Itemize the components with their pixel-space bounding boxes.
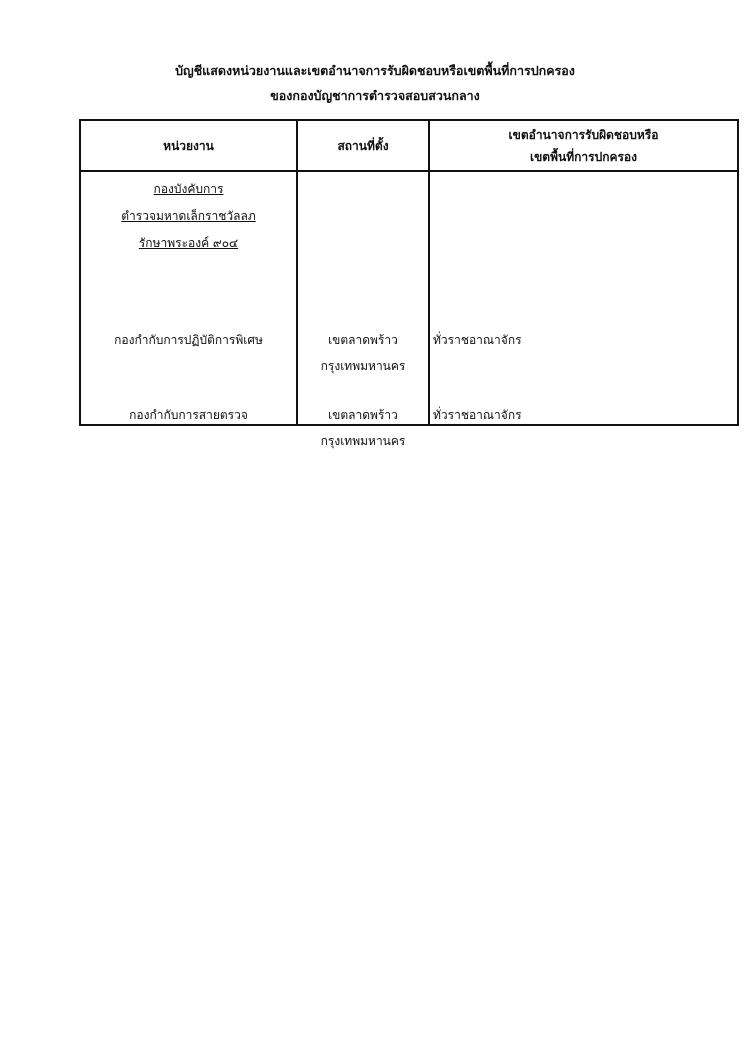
- document-title: [0, 58, 750, 108]
- location-2-line-2: กรุงเทพมหานคร: [320, 434, 406, 448]
- location-column: [297, 171, 429, 448]
- jurisdiction-2: ทั่วราชอาณาจักร: [433, 408, 522, 422]
- table-header-row: [80, 120, 738, 171]
- command-heading: [81, 176, 296, 257]
- title-line-1: บัญชีแสดงหน่วยงานและเขตอำนาจการรับผิดชอบหรือเขตพื้นที่การปกครอง: [175, 63, 575, 78]
- location-2-line-1: เขตลาดพร้าว: [328, 408, 398, 422]
- command-line-2: ตำรวจมหาดเล็กราชวัลลภ: [121, 209, 256, 223]
- header-unit: หน่วยงาน: [80, 120, 297, 171]
- header-jurisdiction-line-1: เขตอำนาจการรับผิดชอบหรือ: [508, 127, 659, 142]
- unit-name-1: กองกำกับการปฏิบัติการพิเศษ: [114, 333, 263, 347]
- jurisdiction-column: [429, 171, 738, 425]
- location-1-line-2: กรุงเทพมหานคร: [320, 359, 406, 373]
- unit-name-2: กองกำกับการสายตรวจ: [129, 408, 248, 422]
- table-body-row: [80, 171, 738, 425]
- command-line-3: รักษาพระองค์ ๙๐๔: [138, 236, 239, 250]
- command-line-1: กองบังคับการ: [153, 182, 224, 196]
- header-jurisdiction: [429, 120, 738, 171]
- header-location: สถานที่ตั้ง: [297, 120, 429, 171]
- jurisdiction-1: ทั่วราชอาณาจักร: [433, 333, 522, 347]
- location-1-line-1: เขตลาดพร้าว: [328, 333, 398, 347]
- title-line-2: ของกองบัญชาการตำรวจสอบสวนกลาง: [270, 88, 480, 103]
- header-jurisdiction-line-2: เขตพื้นที่การปกครอง: [530, 149, 637, 164]
- jurisdiction-table: [79, 119, 739, 448]
- unit-column: [80, 171, 297, 425]
